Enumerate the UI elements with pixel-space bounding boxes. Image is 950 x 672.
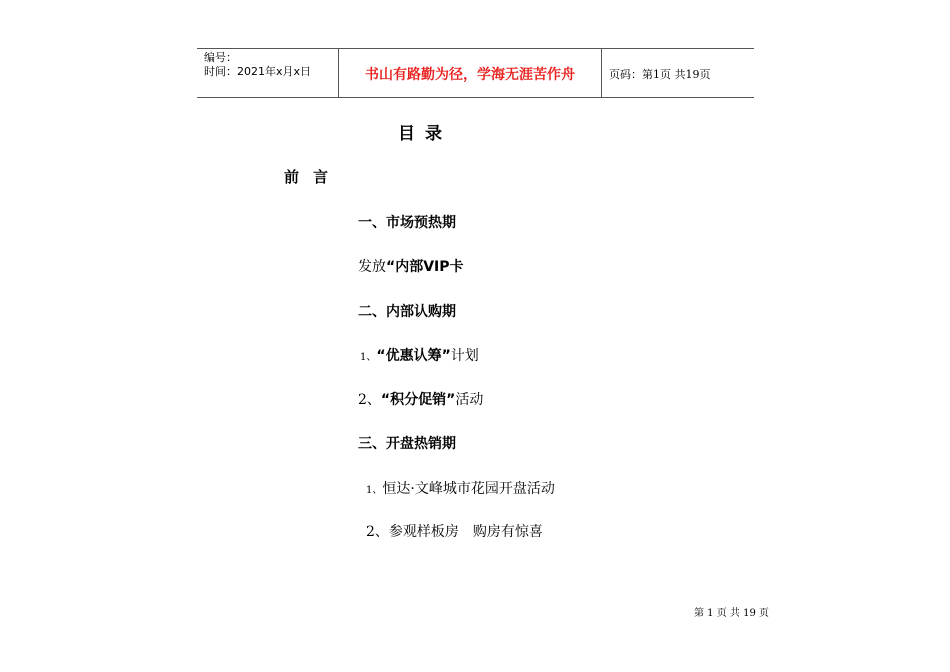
header-meta-cell xyxy=(197,49,339,97)
toc-entry-internal-subscription xyxy=(358,301,456,321)
header-page-cell xyxy=(602,49,754,97)
toc-entry-number: 1、 xyxy=(366,485,383,496)
toc-entry-discount-plan xyxy=(360,345,479,365)
toc-entry-bold: “优惠认筹” xyxy=(376,348,451,364)
page-header xyxy=(197,48,754,98)
toc-title: 目录 xyxy=(398,124,452,144)
toc-entry-number: 2、 xyxy=(358,392,381,408)
motto: 书山有路勤为径，学海无涯苦作舟 xyxy=(365,67,575,83)
toc-entry-suffix: 计划 xyxy=(450,348,479,364)
toc-entry-points-promo xyxy=(358,389,483,409)
page-info: 页码：第1页 共19页 xyxy=(609,68,711,81)
toc-entry-text: 一、市场预热期 xyxy=(358,215,456,231)
toc-entry-opening-event xyxy=(366,478,555,498)
toc-preface: 前言 xyxy=(284,168,343,186)
toc-entry-showroom-visit xyxy=(366,521,543,541)
toc-entry-vip-card xyxy=(358,256,464,276)
toc-entry-number: 1、 xyxy=(360,352,377,363)
toc-entry-opening-sales xyxy=(358,433,456,453)
toc-entry-prefix: 发放 xyxy=(358,259,386,275)
toc-entry-bold: “内部VIP卡 xyxy=(386,259,464,275)
toc-entry-text: 二、内部认购期 xyxy=(358,304,456,320)
toc-entry-text: 恒达·文峰城市花园开盘活动 xyxy=(382,481,555,497)
header-motto-cell xyxy=(339,49,602,97)
toc-entry-suffix: 活动 xyxy=(455,392,484,408)
toc-entry-text: 2、参观样板房 购房有惊喜 xyxy=(366,524,543,540)
time-label: 时间：2021年x月x日 xyxy=(204,65,312,78)
toc-entry-market-warmup xyxy=(358,212,456,232)
toc-entry-text: 三、开盘热销期 xyxy=(358,436,456,452)
toc-entry-bold: “积分促销” xyxy=(380,392,456,408)
page-footer: 第 1 页 共 19 页 xyxy=(694,608,769,619)
number-label: 编号： xyxy=(204,51,237,64)
